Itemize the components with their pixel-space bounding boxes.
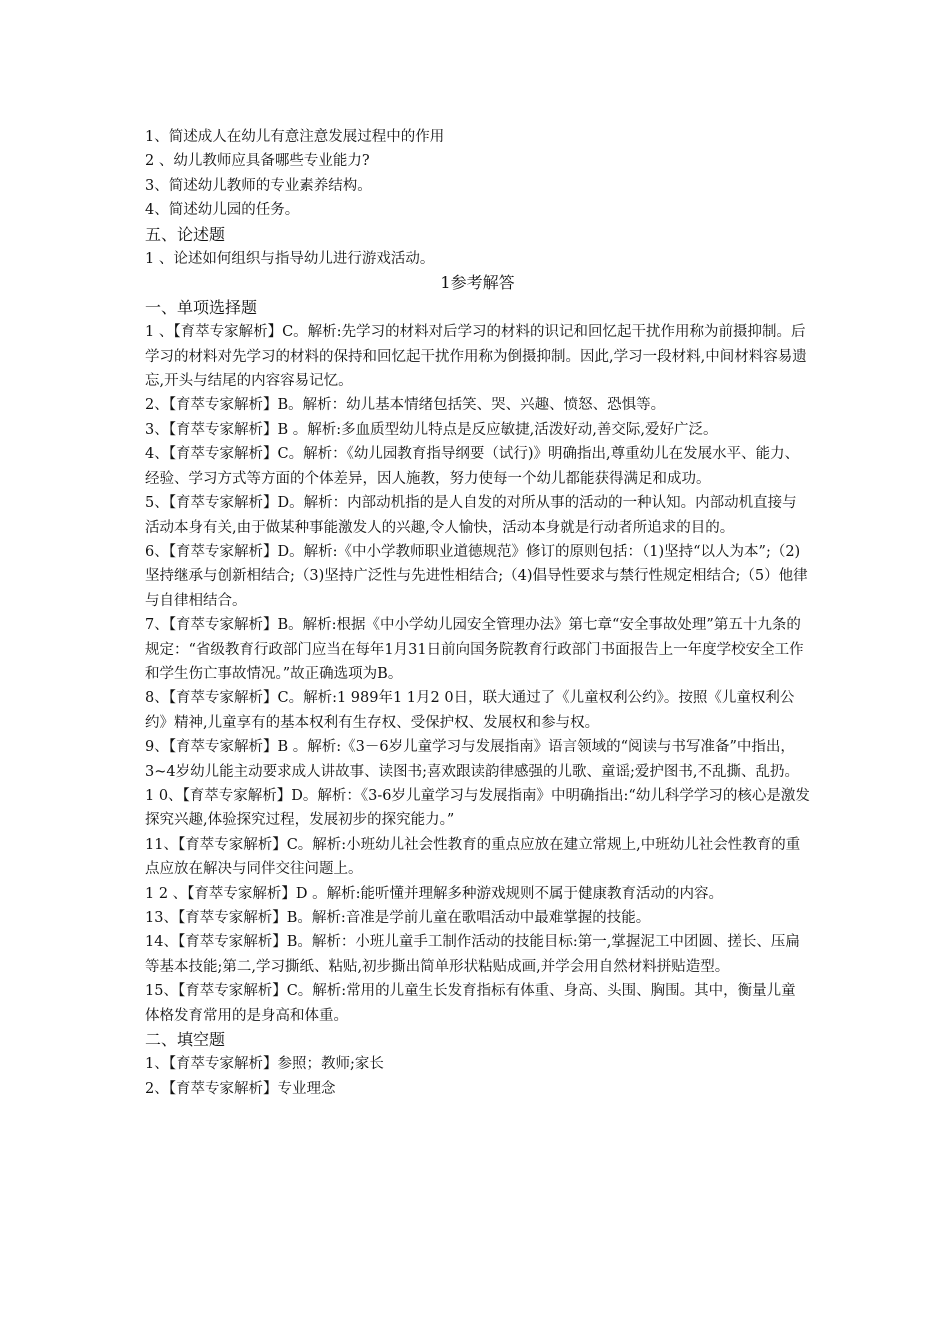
answer-item-9: 9、【育萃专家解析】B 。解析:《3－6岁儿童学习与发展指南》语言领域的“阅读与书写准备”中指出，3~4岁幼儿能主动要求成人讲故事、读图书;喜欢跟读韵律感强的儿歌、童谣;爱护图书,不乱撕、乱扔。 [145,739,799,780]
answer-item-15: 15、【育萃专家解析】C。解析:常用的儿童生长发育指标有体重、身高、头围、胸围。其中，衡量儿童体格发育常用的是身高和体重。 [145,983,796,1024]
answer-item-3: 3、【育萃专家解析】B 。解析:多血质型幼儿特点是反应敏捷,活泼好动,善交际,爱好广泛。 [145,421,718,438]
short-answer-question-list [145,125,810,223]
fill-answer-item-2: 2、【育萃专家解析】专业理念 [145,1080,336,1097]
answer-item-6: 6、【育萃专家解析】D。解析:《中小学教师职业道德规范》修订的原则包括：（1)坚持“以人为本”;（2)坚持继承与创新相结合;（3)坚持广泛性与先进性相结合;（4)倡导性要求与禁行性规定相结合;（5）他律与自律相结合。 [145,543,808,609]
answer-item-5: 5、【育萃专家解析】D。解析：内部动机指的是人自发的对所从事的活动的一种认知。内部动机直接与活动本身有关,由于做某种事能激发人的兴趣,令人愉快，活动本身就是行动者所追求的目的。 [145,495,797,536]
document-content [145,125,810,1101]
answer-item-8: 8、【育萃专家解析】C。解析:1 989年1 1月2 0日，联大通过了《儿童权利公约》。按照《儿童权利公约》精神,儿童享有的基本权利有生存权、受保护权、发展权和参与权。 [145,690,795,731]
multiple-choice-answer-list [145,320,810,1028]
answer-item-7: 7、【育萃专家解析】B。解析:根据《中小学幼儿园安全管理办法》第七章“安全事故处理”第五十九条的规定：“省级教育行政部门应当在每年1月31日前向国务院教育行政部门书面报告上一年度学校安全工作和学生伤亡事故情况。”故正确选项为B。 [145,617,804,682]
essay-question-1: 1 、论述如何组织与指导幼儿进行游戏活动。 [145,251,435,268]
answer-item-10: 1 0、【育萃专家解析】D。解析：《3-6岁儿童学习与发展指南》中明确指出:“幼儿科学学习的核心是激发探究兴趣,体验探究过程，发展初步的探究能力。” [145,787,810,829]
multiple-choice-section-heading: 一、单项选择题 [145,297,258,317]
answer-item-13: 13、【育萃专家解析】B。解析:音准是学前儿童在歌唱活动中最难掌握的技能。 [145,910,651,926]
fill-blank-answer-list [145,1052,810,1101]
answer-item-2: 2、【育萃专家解析】B。解析：幼儿基本情绪包括笑、哭、兴趣、愤怒、恐惧等。 [145,397,666,414]
short-answer-question-4: 4、简述幼儿园的任务。 [145,202,300,219]
short-answer-question-3: 3、简述幼儿教师的专业素养结构。 [145,177,372,194]
fill-blank-section-heading: 二、填空题 [145,1030,226,1050]
answers-title: 1参考解答 [440,273,515,293]
answer-item-11: 11、【育萃专家解析】C。解析:小班幼儿社会性教育的重点应放在建立常规上,中班幼儿社会性教育的重点应放在解决与同伴交往问题上。 [145,836,801,878]
short-answer-question-1: 1、简述成人在幼儿有意注意发展过程中的作用 [145,129,445,145]
answer-item-1: 1 、【育萃专家解析】C。解析:先学习的材料对后学习的材料的识记和回忆起干扰作用称为前摄抑制。后学习的材料对先学习的材料的保持和回忆起干扰作用称为倒摄抑制。因此,学习一段材料,中间材料容易遗忘,开头与结尾的内容容易记忆。 [145,324,807,390]
short-answer-question-2: 2 、幼儿教师应具备哪些专业能力? [145,153,370,170]
essay-section-heading: 五、论述题 [145,224,226,244]
fill-answer-item-1: 1、【育萃专家解析】参照；教师;家长 [145,1056,384,1073]
answer-item-14: 14、【育萃专家解析】B。解析：小班儿童手工制作活动的技能目标:第一,掌握泥工中团圆、搓长、压扁等基本技能;第二,学习撕纸、粘贴,初步撕出简单形状粘贴成画,并学会用自然材料拼贴造型。 [145,934,800,975]
answer-item-4: 4、【育萃专家解析】C。解析：《幼儿园教育指导纲要（试行)》明确指出,尊重幼儿在发展水平、能力、经验、学习方式等方面的个体差异，因人施教，努力使每一个幼儿都能获得满足和成功。 [145,446,800,487]
answer-item-12: 1 2 、【育萃专家解析】D 。解析:能听懂并理解多种游戏规则不属于健康教育活动的内容。 [145,885,724,902]
